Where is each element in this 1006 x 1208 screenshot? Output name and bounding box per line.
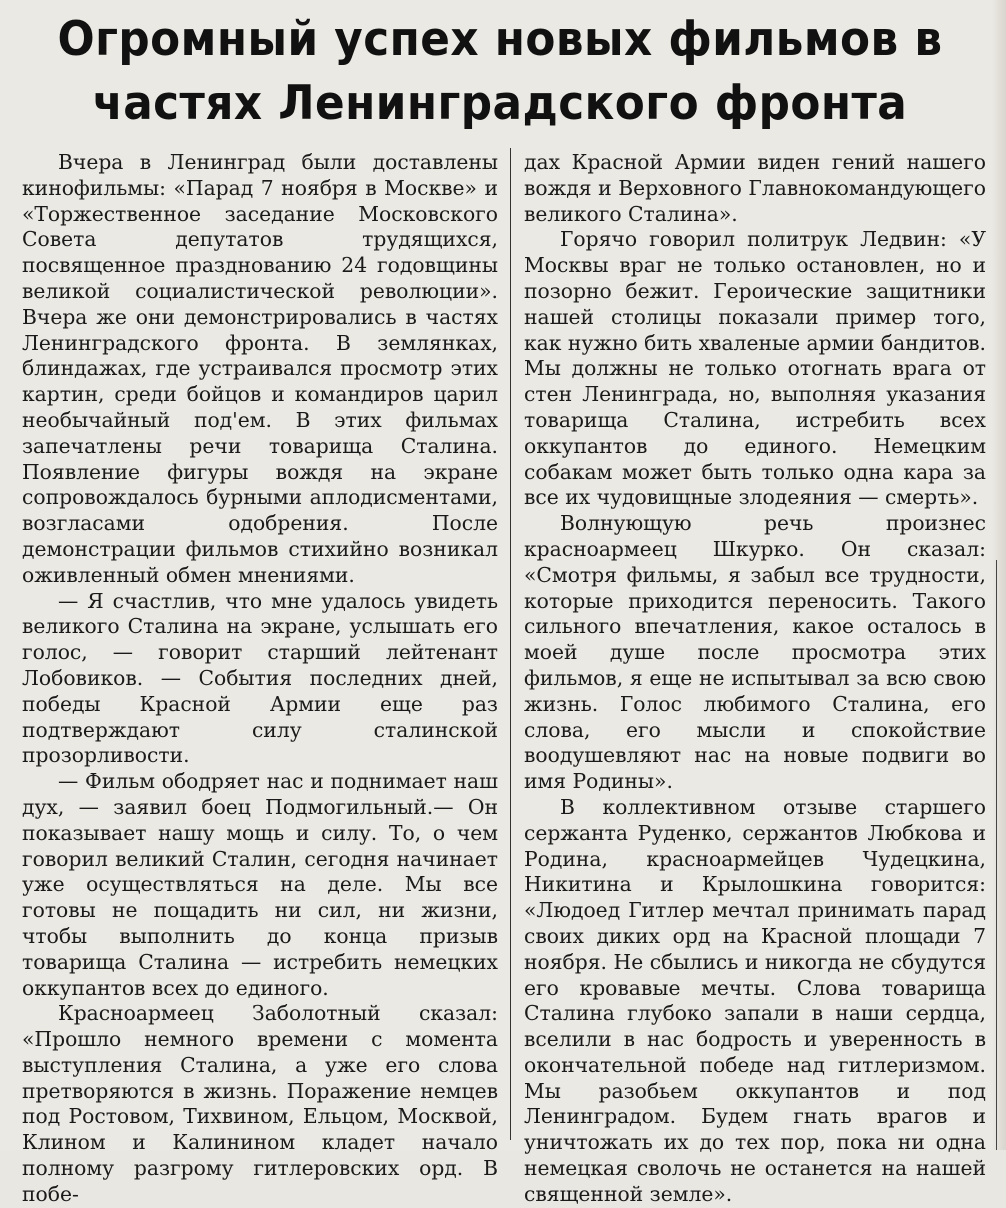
paragraph-shkurko: Волнующую речь произнес красноармеец Шкурко. Он сказал: «Смотря фильмы, я забыл все трудности, которые приходится переносить. Такого сильного впечатления, какое осталось в моей душе после просмотра этих фильмов, я еще не испытывал за всю свою жизнь. Голос любимого Сталина, его слова, его мысли и спокойствие воодушевляют нас на новые подвиги во имя Родины». bbox=[524, 511, 986, 794]
article-headline bbox=[54, 8, 947, 136]
edge-divider bbox=[996, 560, 997, 1150]
column-divider bbox=[510, 148, 511, 1140]
paragraph-podmogilny: — Фильм ободряет нас и поднимает наш дух, — заявил боец Подмогильный.— Он показывает нашу мощь и силу. То, о чем говорил великий Сталин, сегодня начинает уже осуществляться на деле. Мы все готовы не пощадить ни сил, ни жизни, чтобы выполнить до конца призыв товарища Сталина — истребить немецких оккупантов всех до единого. bbox=[22, 769, 498, 1000]
paragraph-collective: В коллективном отзыве старшего сержанта Руденко, сержантов Любкова и Родина, красноармейцев Чудецкина, Никитина и Крылошкина говорится: «Людоед Гитлер мечтал принимать парад своих диких орд на Красной площади 7 ноября. Не сбылись и никогда не сбудутся его кровавые мечты. Слова товарища Сталина глубоко запали в наши сердца, вселили в нас бодрость и уверенность в окончательной победе над гитлеризмом. Мы разобьем оккупантов и под Ленинградом. Будем гнать врагов и уничтожать их до тех пор, пока ни одна немецкая сволочь не останется на нашей священной земле». bbox=[524, 794, 986, 1206]
paragraph-ledvin: Горячо говорил политрук Ледвин: «У Москвы враг не только остановлен, но и позорно бежит. Героические защитники нашей столицы показали пример того, как нужно бить хваленые армии бандитов. Мы должны не только отогнать врага от стен Ленинграда, но, выполняя указания товарища Сталина, истребить всех оккупантов до единого. Немецким собакам может быть только одна кара за все их чудовищные злодеяния — смерть». bbox=[524, 227, 987, 510]
right-column bbox=[524, 150, 986, 1208]
left-column bbox=[22, 150, 498, 1208]
page-edge bbox=[992, 0, 1006, 1150]
paragraph-intro: Вчера в Ленинград были доставлены кинофильмы: «Парад 7 ноября в Москве» и «Торжественное заседание Московского Совета депутатов трудящихся, посвященное празднованию 24 годовщины великой социалистической революции». Вчера же они демонстрировались в частях Ленинградского фронта. В землянках, блиндажах, где устраивался просмотр этих картин, среди бойцов и командиров царил необычайный под'ем. В этих фильмах запечатлены речи товарища Сталина. Появление фигуры вождя на экране сопровождалось бурными аплодисментами, возгласами одобрения. После демонстрации фильмов стихийно возникал оживленный обмен мнениями. bbox=[22, 150, 498, 587]
paragraph-continuation: дах Красной Армии виден гений нашего вождя и Верховного Главнокомандующего великого Сталина». bbox=[524, 150, 986, 226]
headline-line-2: частях Ленинградского фронта bbox=[92, 76, 908, 131]
headline-line-1: Огромный успех новых фильмов в bbox=[57, 12, 943, 67]
paragraph-lobovikov: — Я счастлив, что мне удалось увидеть великого Сталина на экране, услышать его голос, — говорит старший лейтенант Лобовиков. — События последних дней, победы Красной Армии еще раз подтверждают силу сталинской прозорливости. bbox=[22, 588, 498, 768]
paragraph-zabolotny: Красноармеец Заболотный сказал: «Прошло немного времени с момента выступления Сталина, а уже его слова претворяются в жизнь. Поражение немцев под Ростовом, Тихвином, Ельцом, Москвой, Клином и Калинином кладет начало полному разгрому гитлеровских орд. В побе- bbox=[22, 1001, 498, 1206]
